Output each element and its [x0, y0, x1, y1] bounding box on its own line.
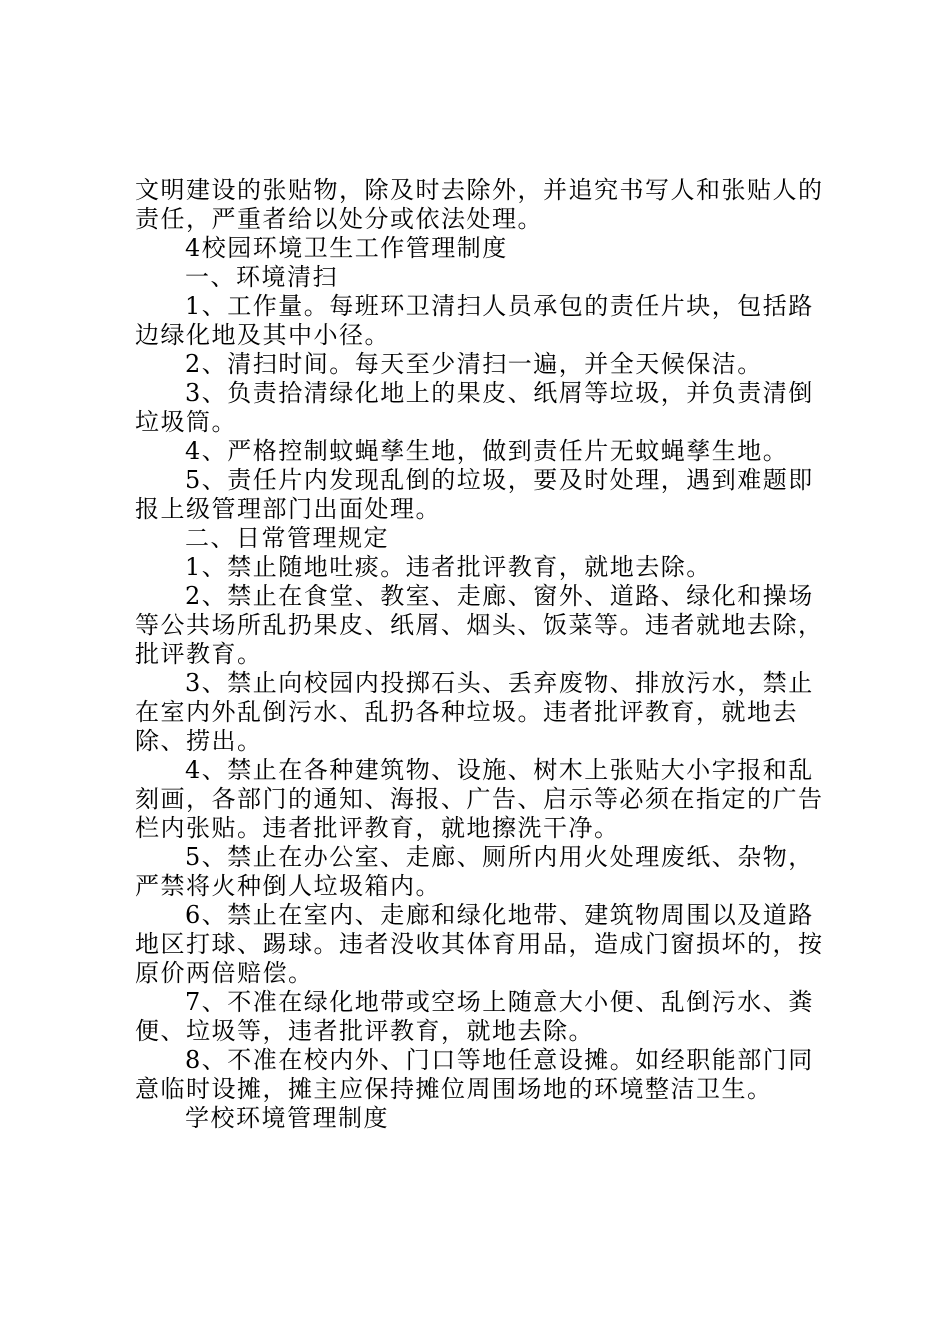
document-body	[135, 176, 825, 1133]
paragraph-item: 3、负责拾清绿化地上的果皮、纸屑等垃圾，并负责清倒垃圾筒。	[135, 379, 814, 436]
paragraph-item: 1、禁止随地吐痰。违者批评教育，就地去除。	[185, 553, 712, 581]
section-title-next: 学校环境管理制度	[185, 1104, 389, 1132]
paragraph-item: 6、禁止在室内、走廊和绿化地带、建筑物周围以及道路地区打球、踢球。违者没收其体育用品，造成门窗损坏的，按原价两倍赔偿。	[135, 901, 824, 987]
paragraph-item: 4、禁止在各种建筑物、设施、树木上张贴大小字报和乱刻画，各部门的通知、海报、广告、启示等必须在指定的广告栏内张贴。违者批评教育，就地擦洗干净。	[135, 756, 824, 842]
paragraph-item: 3、禁止向校园内投掷石头、丢弃废物、排放污水，禁止在室内外乱倒污水、乱扔各种垃圾。违者批评教育，就地去除、捞出。	[135, 669, 814, 755]
heading-daily-management: 二、日常管理规定	[185, 524, 389, 552]
paragraph-item: 7、不准在绿化地带或空场上随意大小便、乱倒污水、粪便、垃圾等，违者批评教育，就地去除。	[135, 988, 814, 1045]
heading-environment-cleaning: 一、环境清扫	[185, 263, 338, 291]
section-title: 4校园环境卫生工作管理制度	[185, 234, 508, 262]
paragraph-item: 5、禁止在办公室、走廊、厕所内用火处理废纸、杂物，严禁将火种倒人垃圾箱内。	[135, 843, 814, 900]
paragraph-continuation: 文明建设的张贴物，除及时去除外，并追究书写人和张贴人的责任，严重者给以处分或依法处理。	[135, 176, 824, 233]
paragraph-item: 8、不准在校内外、门口等地任意设摊。如经职能部门同意临时设摊，摊主应保持摊位周围场地的环境整洁卫生。	[135, 1046, 814, 1103]
paragraph-item: 2、禁止在食堂、教室、走廊、窗外、道路、绿化和操场等公共场所乱扔果皮、纸屑、烟头、饭菜等。违者就地去除，批评教育。	[135, 582, 824, 668]
paragraph-item: 1、工作量。每班环卫清扫人员承包的责任片块，包括路边绿化地及其中小径。	[135, 292, 814, 349]
paragraph-item: 4、严格控制蚊蝇孳生地，做到责任片无蚊蝇孳生地。	[185, 437, 789, 465]
paragraph-item: 2、清扫时间。每天至少清扫一遍，并全天候保洁。	[185, 350, 763, 378]
paragraph-item: 5、责任片内发现乱倒的垃圾，要及时处理，遇到难题即报上级管理部门出面处理。	[135, 466, 814, 523]
